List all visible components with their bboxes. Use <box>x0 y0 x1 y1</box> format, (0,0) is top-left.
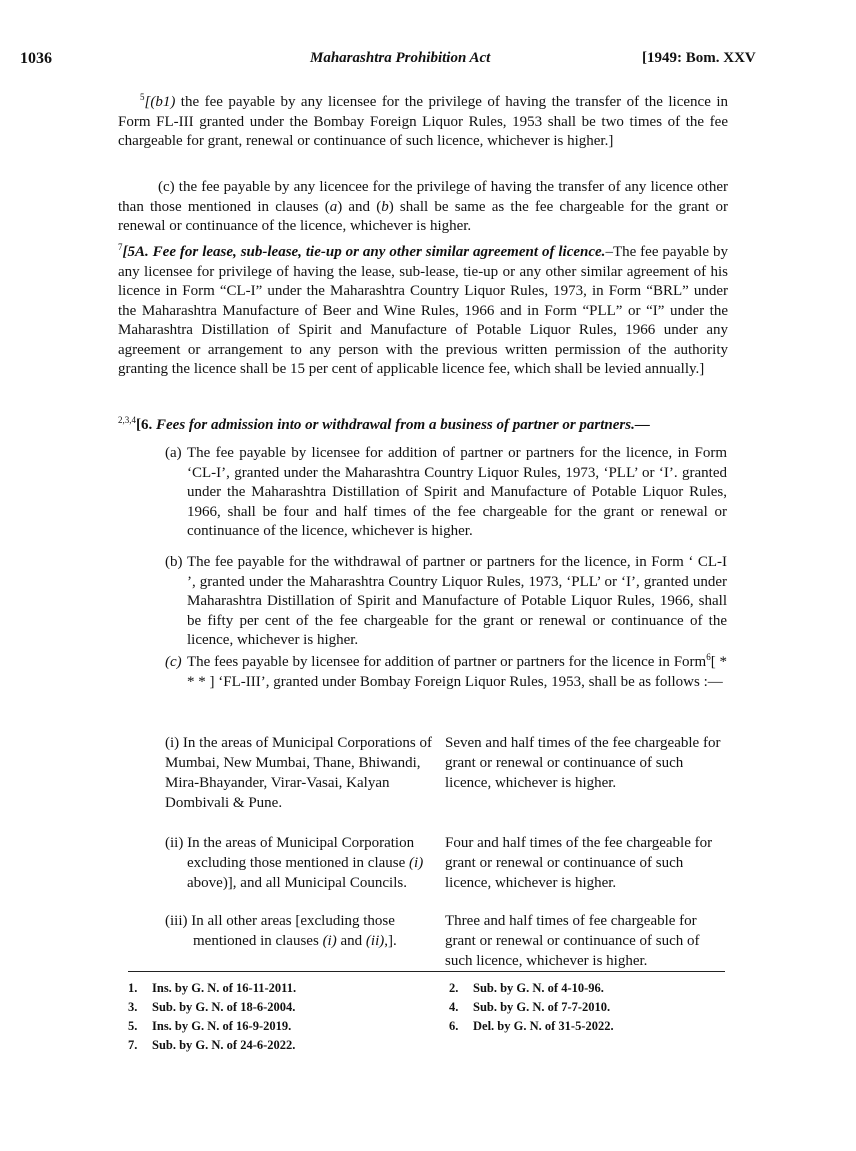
sub-clause-text: [ * * * ] ‘FL-III’, granted under Bombay Foreign Liquor Rules, 1953, shall be as follows :— <box>187 654 727 690</box>
row-text: (ii) In the areas of Municipal Corporation excluding those mentioned in clause <box>165 835 415 871</box>
area-row-1-left: (i) In the areas of Municipal Corporations of Mumbai, New Mumbai, Thane, Bhiwandi, Mira-Bhayander, Virar-Vasai, Kalyan Dombivali & Pune. <box>165 735 433 811</box>
footnote <box>449 998 610 1016</box>
footnote-text: Sub. by G. N. of 24-6-2022. <box>152 1038 296 1052</box>
page-header <box>20 50 766 70</box>
footnote-text: Sub. by G. N. of 18-6-2004. <box>152 1000 296 1014</box>
footnote <box>449 979 604 997</box>
sub-clause-text: The fees payable by licensee for addition of partner or partners for the licence in Form <box>187 654 707 670</box>
section-6-heading <box>118 416 728 436</box>
footnote-ref: 6 <box>706 652 711 662</box>
section-heading: [5A. Fee for lease, sub-lease, tie-up or any other similar agreement of licence. <box>122 244 606 260</box>
footnote-text: Sub. by G. N. of 4-10-96. <box>473 981 604 995</box>
clause-ref: a <box>329 198 338 215</box>
area-row-3-right: Three and half times of fee chargeable for grant or renewal or continuance of such of such licence, whichever is higher. <box>445 913 700 969</box>
footnote-number: 1. <box>128 981 138 995</box>
footnote-number: 3. <box>128 1000 138 1014</box>
footnote-divider <box>128 971 725 972</box>
footnote <box>128 1017 291 1035</box>
area-row-3-left <box>165 911 440 951</box>
clause-text: (c) the fee payable by any licencee for the privilege of having the transfer of any licence other than those mentioned in clauses ( <box>118 179 728 215</box>
sub-clause-b <box>165 553 727 651</box>
row-text: ,]. <box>384 933 397 949</box>
row-text: (iii) In all other areas [excluding those mentioned in clauses <box>165 913 395 949</box>
sub-clause-text: The fee payable for the withdrawal of partner or partners for the licence, in Form ‘ CL-I ’, granted under the Maharashtra Country Liquor Rules, 1973, ‘PLL’ or ‘I’, granted under Maharashtra Distillation of Spirit and Manufacture of Potable Liquor Rules, 1966, shall be fifty per cent of the fee chargeable for the grant or renewal or continuance of the licence, whichever is higher. <box>187 554 727 648</box>
footnote <box>128 998 295 1016</box>
sub-clause-a <box>165 444 727 542</box>
clause-label: [(b1) <box>144 94 176 110</box>
row-text: above)], and all Municipal Councils. <box>187 875 407 891</box>
clause-ref: (i) <box>322 933 337 949</box>
row-text: and <box>336 933 366 949</box>
footnote-number: 6. <box>449 1019 459 1033</box>
clause-text: ) shall be same as the fee chargeable for the grant or renewal or continuance of the licence, whichever is higher. <box>118 198 728 234</box>
sub-clause-c <box>165 653 727 692</box>
clause-ref: (ii) <box>365 933 385 949</box>
footnote <box>449 1017 614 1035</box>
section-text: –The fee payable by any licensee for privilege of having the lease, sub-lease, tie-up or any other similar agreement of his licence in Form “CL-I” under the Maharashtra Country Liquor Rules, 1973, in Form “BRL” under the Maharashtra Manufacture of Beer and Wine Rules, 1966 and in Form “PLL” or “I” under the Maharashtra Distillation of Spirit and Manufacture of Potable Liquor Rules, 1966 under any agreement or arrangement to any person with the previous written permission of the authority granting the licence shall be 15 per cent of applicable licence fee, which shall be levied annually.] <box>118 244 728 377</box>
section-5a <box>118 243 728 380</box>
clause-ref: b <box>381 198 389 215</box>
sub-clause-label: (c) <box>165 654 182 670</box>
footnote-number: 4. <box>449 1000 459 1014</box>
section-heading: Fees for admission into or withdrawal from a business of partner or partners.— <box>152 417 650 433</box>
sub-clause-text: The fee payable by licensee for addition of partner or partners for the licence, in Form ‘CL-I’, granted under the Maharashtra Country Liquor Rules, 1973, ‘PLL’ or ‘I’. granted under the Maharashtra Distillation of Spirit and Manufacture of Potable Liquor Rules, 1966, shall be four and half times of the fee chargeable for the grant or renewal or continuance of the licence, whichever is higher. <box>187 445 727 539</box>
footnote-text: Ins. by G. N. of 16-11-2011. <box>152 981 297 995</box>
clause-c <box>118 178 728 237</box>
footnote-number: 7. <box>128 1038 138 1052</box>
clause-b1 <box>118 93 728 152</box>
footnote-text: Ins. by G. N. of 16-9-2019. <box>152 1019 292 1033</box>
running-title: Maharashtra Prohibition Act <box>310 50 491 66</box>
footnote-ref: 2,3,4 <box>118 415 136 425</box>
clause-text: the fee payable by any licensee for the privilege of having the transfer of the licence in Form FL-III granted under the Bombay Foreign Liquor Rules, 1953 shall be two times of the fee chargeable for grant, renewal or continuance of such licence, whichever is higher.] <box>118 94 728 149</box>
footnote-ref: 7 <box>118 242 123 252</box>
clause-ref: (i) <box>409 855 424 871</box>
footnote-ref: 5 <box>140 92 145 102</box>
sub-clause-label: (a) <box>165 445 182 461</box>
footnote-text: Del. by G. N. of 31-5-2022. <box>473 1019 614 1033</box>
area-row-2-right: Four and half times of the fee chargeable for grant or renewal or continuance of such licence, whichever is higher. <box>445 835 713 891</box>
footnote <box>128 1036 295 1054</box>
page-number: 1036 <box>20 50 52 67</box>
footnote-number: 2. <box>449 981 459 995</box>
footnote-number: 5. <box>128 1019 138 1033</box>
sub-clause-label: (b) <box>165 554 183 570</box>
section-number: [6. <box>136 417 153 433</box>
footnote <box>128 979 296 997</box>
act-year-reference: [1949: Bom. XXV <box>642 50 756 66</box>
clause-text: ) and ( <box>337 198 382 215</box>
area-row-2-left <box>165 833 437 893</box>
area-row-1-right: Seven and half times of the fee chargeable for grant or renewal or continuance of such licence, whichever is higher. <box>445 735 721 791</box>
footnote-text: Sub. by G. N. of 7-7-2010. <box>473 1000 611 1014</box>
